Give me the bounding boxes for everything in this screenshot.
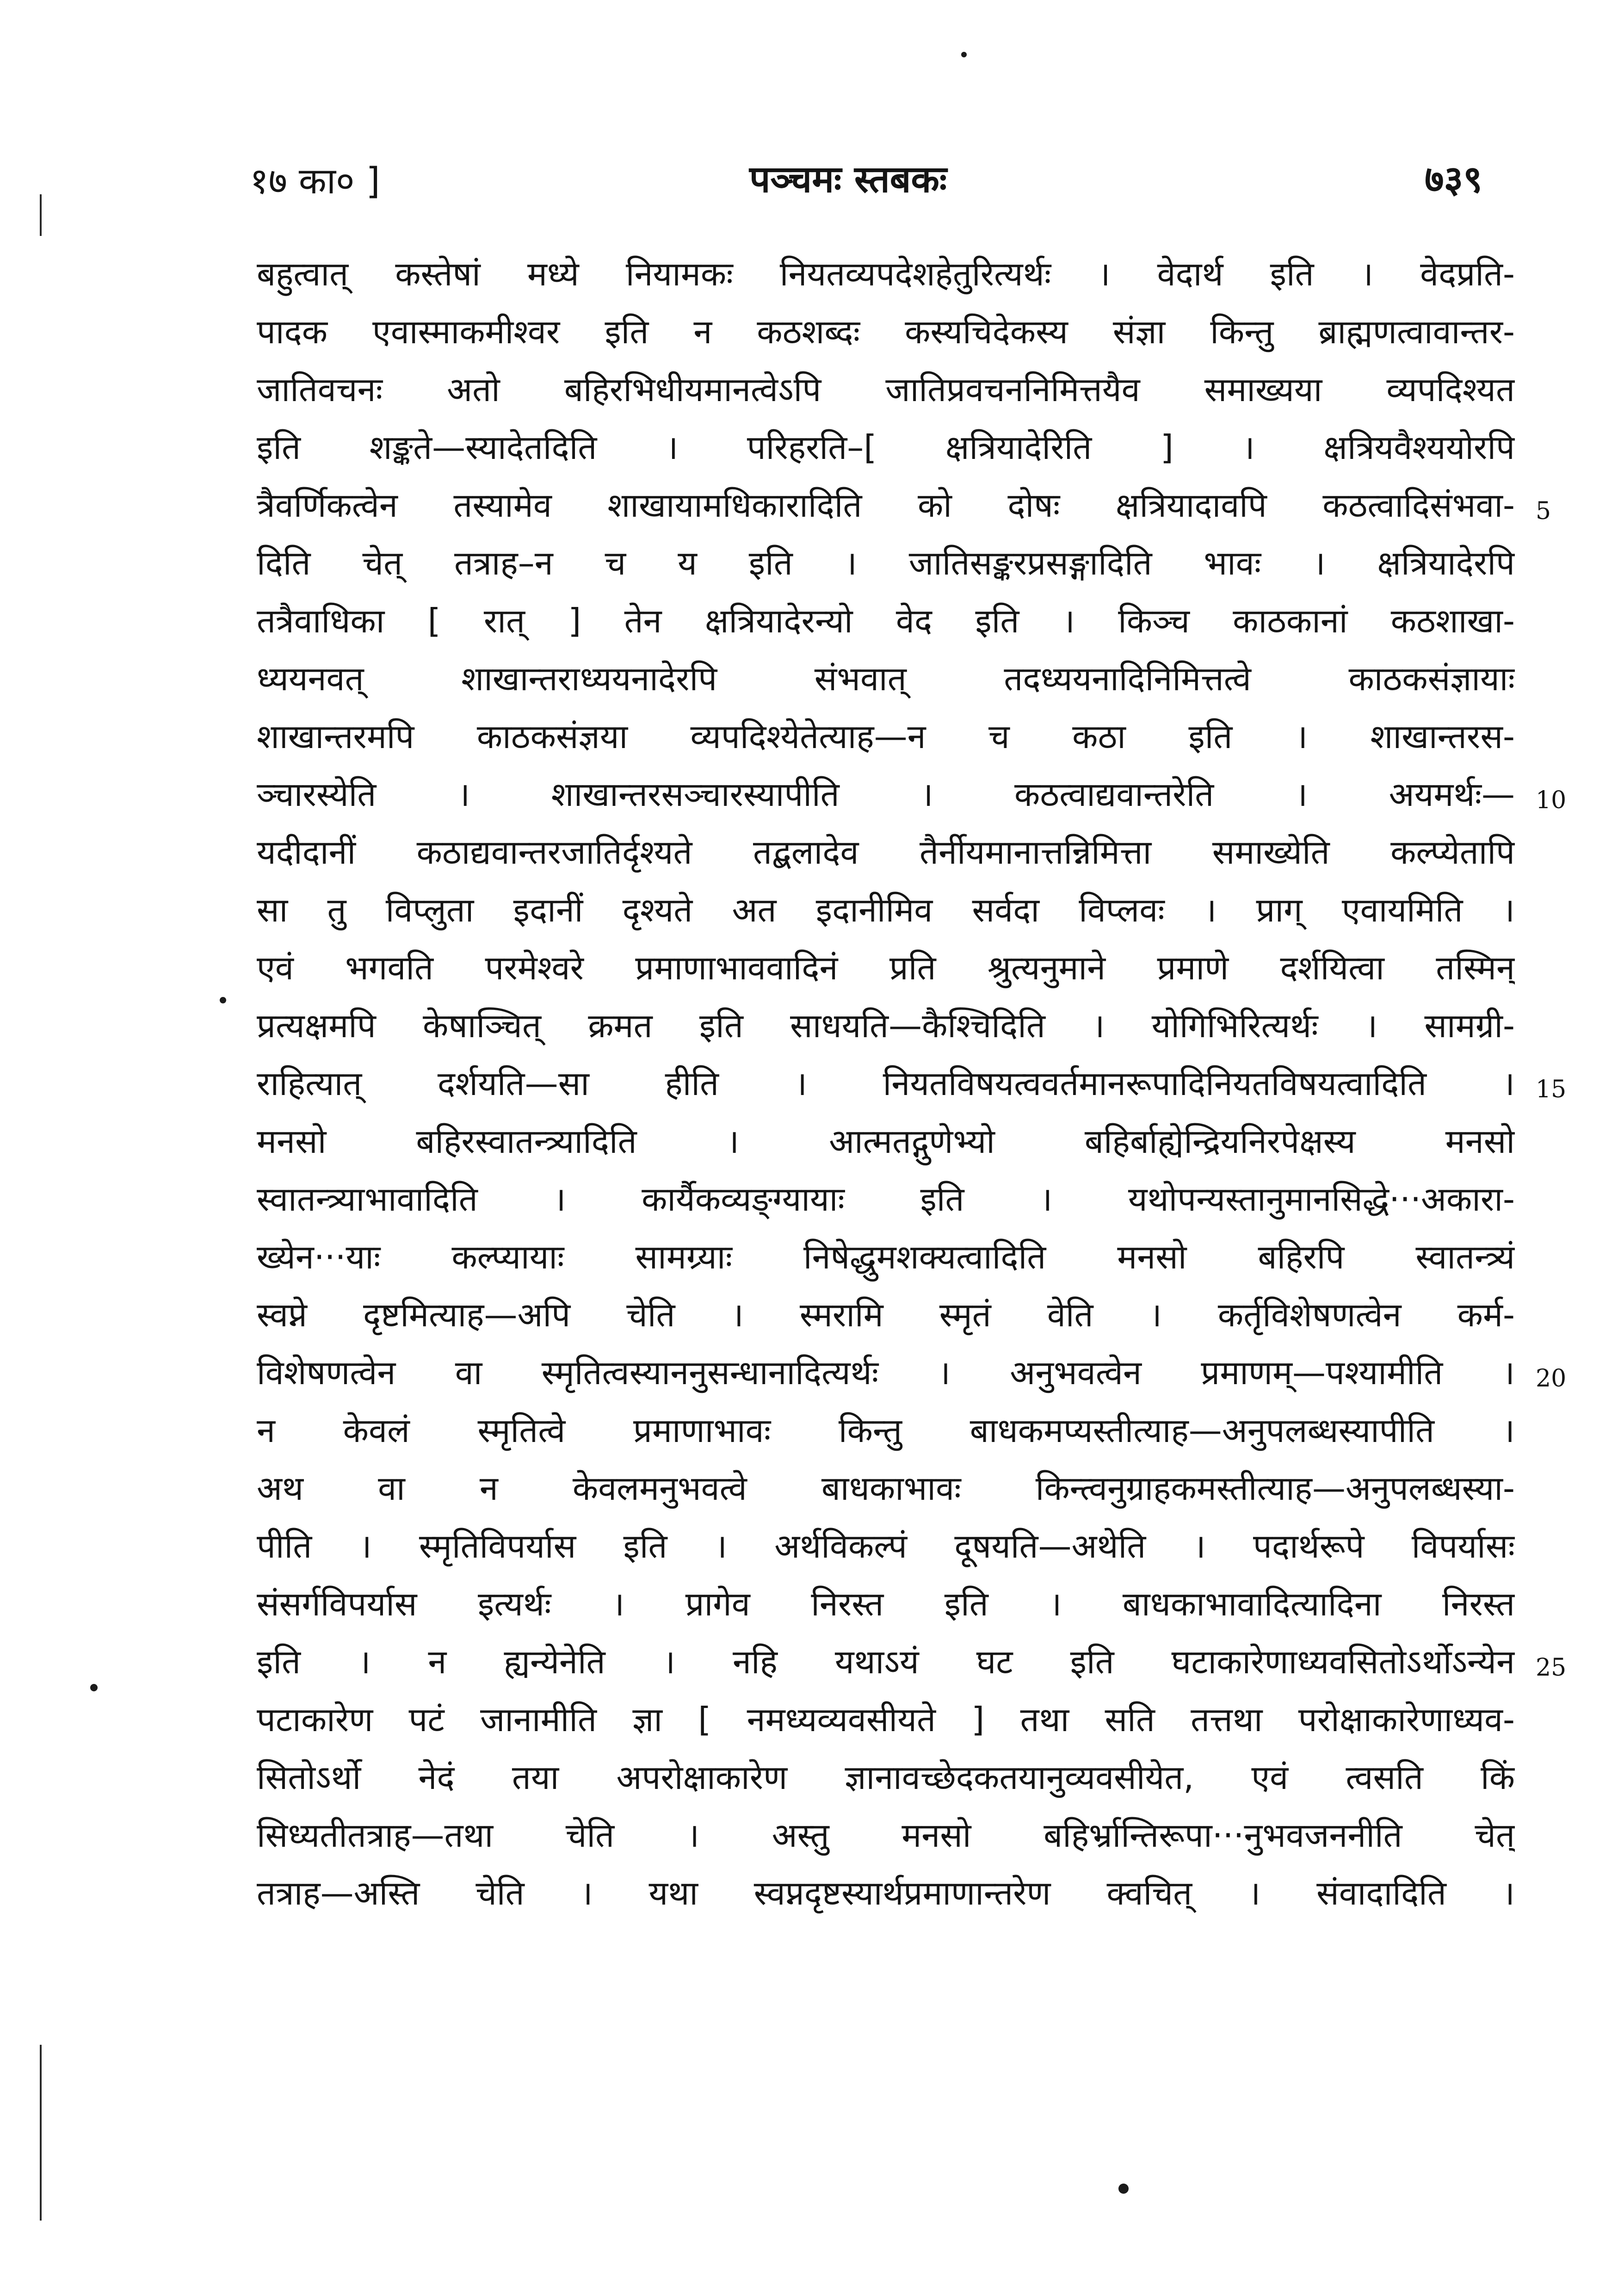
text-line: बहुत्वात् कस्तेषां मध्ये नियामकः नियतव्यपदेशहेतुरित्यर्थः । वेदार्थ इति । वेदप्रति- xyxy=(257,254,1515,293)
margin-line xyxy=(40,194,42,236)
text-line: सा तु विप्लुता इदानीं दृश्यते अत इदानीमिव सर्वदा विप्लवः । प्राग् एवायमिति । xyxy=(257,891,1515,929)
text-line: यदीदानीं कठाद्यवान्तरजातिर्दृश्यते तद्बलादेव तैर्नीयमानात्तन्निमित्ता समाख्येति कल्प्येतापि xyxy=(257,833,1515,872)
text-line: पादक एवास्माकमीश्वर इति न कठशब्दः कस्यचिदेकस्य संज्ञा किन्तु ब्राह्मणत्वावान्तर- xyxy=(257,312,1515,351)
scan-speck xyxy=(90,1684,98,1691)
text-line: जातिवचनः अतो बहिरभिधीयमानत्वेऽपि जातिप्रवचननिमित्तयैव समाख्यया व्यपदिश्यत xyxy=(257,370,1515,409)
commentary-text xyxy=(257,245,1515,1922)
text-line: इति शङ्कते—स्यादेतदिति । परिहरति–[ क्षत्रियादेरिति ] । क्षत्रियवैश्ययोरपि xyxy=(257,428,1515,467)
text-line: सितोऽर्थो नेदं तया अपरोक्षाकारेण ज्ञानावच्छेदकतयानुव्यवसीयेत, एवं त्वसति किं xyxy=(257,1758,1515,1797)
text-line: दिति चेत् तत्राह–न च य इति । जातिसङ्करप्रसङ्गादिति भावः । क्षत्रियादेरपि xyxy=(257,544,1515,582)
text-line: त्रैवर्णिकत्वेन तस्यामेव शाखायामधिकारादिति को दोषः क्षत्रियादावपि कठत्वादिसंभवा- xyxy=(257,486,1515,525)
text-line: तत्राह—अस्ति चेति । यथा स्वप्नदृष्टस्यार्थप्रमाणान्तरेण क्वचित् । संवादादिति । xyxy=(257,1874,1515,1912)
text-line: पटाकारेण पटं जानामीति ज्ञा [ नमध्यव्यवसीयते ] तथा सति तत्तथा परोक्षाकारेणाध्यव- xyxy=(257,1700,1515,1739)
line-number: 15 xyxy=(1536,1076,1567,1103)
scan-speck xyxy=(220,997,226,1003)
text-line: स्वातन्त्र्याभावादिति । कार्यैकव्यङ्ग्यायाः इति । यथोपन्यस्तानुमानसिद्धे···अकारा- xyxy=(257,1180,1515,1219)
header-title: पञ्चमः स्तबकः xyxy=(749,158,947,201)
header-section-ref: १७ का० ] xyxy=(250,161,380,202)
text-line: विशेषणत्वेन वा स्मृतित्वस्याननुसन्धानादित्यर्थः । अनुभवत्वेन प्रमाणम्—पश्यामीति । xyxy=(257,1353,1515,1392)
text-line: न केवलं स्मृतित्वे प्रमाणाभावः किन्तु बाधकमप्यस्तीत्याह—अनुपलब्धस्यापीति । xyxy=(257,1411,1515,1450)
text-line: पीति । स्मृतिविपर्यास इति । अर्थविकल्पं दूषयति—अथेति । पदार्थरूपे विपर्यासः xyxy=(257,1527,1515,1565)
text-line: तत्रैवाधिका [ रात् ] तेन क्षत्रियादेरन्यो वेद इति । किञ्च काठकानां कठशाखा- xyxy=(257,601,1515,640)
scan-speck xyxy=(961,52,967,57)
page-number: ७३९ xyxy=(1425,158,1482,201)
text-line: स्वप्ने दृष्टमित्याह—अपि चेति । स्मरामि स्मृतं वेति । कर्तृविशेषणत्वेन कर्म- xyxy=(257,1295,1515,1334)
text-line: प्रत्यक्षमपि केषाञ्चित् क्रमत इति साधयति—कैश्चिदिति । योगिभिरित्यर्थः । सामग्री- xyxy=(257,1006,1515,1045)
line-number: 10 xyxy=(1536,786,1567,814)
text-line: ख्येन···याः कल्प्यायाः सामग्र्याः निषेद्धुमशक्यत्वादिति मनसो बहिरपि स्वातन्त्र्यं xyxy=(257,1238,1515,1276)
text-line: राहित्यात् दर्शयति—सा हीति । नियतविषयत्ववर्तमानरूपादिनियतविषयत्वादिति । xyxy=(257,1064,1515,1103)
text-line: ध्ययनवत् शाखान्तराध्ययनादेरपि संभवात् तदध्ययनादिनिमित्तत्वे काठकसंज्ञायाः xyxy=(257,659,1515,698)
text-line: संसर्गविपर्यास इत्यर्थः । प्रागेव निरस्त इति । बाधकाभावादित्यादिना निरस्त xyxy=(257,1584,1515,1623)
text-line: अथ वा न केवलमनुभवत्वे बाधकाभावः किन्त्वनुग्राहकमस्तीत्याह—अनुपलब्धस्या- xyxy=(257,1469,1515,1508)
text-line: ञ्चारस्येति । शाखान्तरसञ्चारस्यापीति । कठत्वाद्यवान्तरेति । अयमर्थः— xyxy=(257,775,1515,814)
text-line: इति । न ह्यन्येनेति । नहि यथाऽयं घट इति घटाकारेणाध्यवसितोऽर्थोऽन्येन xyxy=(257,1642,1515,1681)
page-header xyxy=(0,0,1624,278)
line-number: 5 xyxy=(1536,497,1551,525)
text-line: सिध्यतीतत्राह—तथा चेति । अस्तु मनसो बहिर्भ्रान्तिरूपा···नुभवजननीति चेत् xyxy=(257,1816,1515,1855)
line-number: 25 xyxy=(1536,1654,1567,1682)
line-number: 20 xyxy=(1536,1365,1567,1392)
scan-speck xyxy=(1118,2184,1129,2194)
text-line: एवं भगवति परमेश्वरे प्रमाणाभाववादिनं प्रति श्रुत्यनुमाने प्रमाणे दर्शयित्वा तस्मिन् xyxy=(257,948,1515,987)
text-line: शाखान्तरमपि काठकसंज्ञया व्यपदिश्येतेत्याह—न च कठा इति । शाखान्तरस- xyxy=(257,717,1515,756)
text-line: मनसो बहिरस्वातन्त्र्यादिति । आत्मतद्गुणेभ्यो बहिर्बाह्येन्द्रियनिरपेक्षस्य मनसो xyxy=(257,1122,1515,1161)
margin-line xyxy=(40,2045,42,2221)
